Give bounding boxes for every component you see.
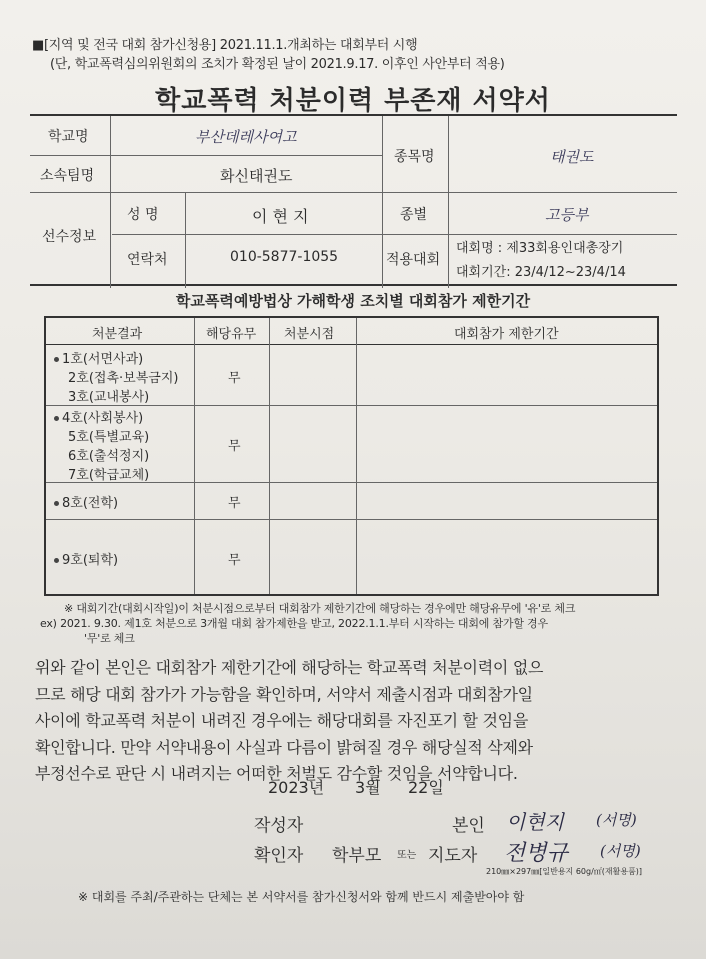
contact-value: 010-5877-1055 — [230, 249, 339, 265]
status-value: 무 — [228, 496, 241, 511]
name-value: 이 현 지 — [252, 207, 309, 226]
school-value: 부산데레사여고 — [195, 128, 297, 146]
list-item: 3호(교내봉사) — [68, 390, 150, 405]
or-label: 또는 — [397, 850, 417, 861]
info-table — [30, 114, 677, 286]
penalty-subtitle: 학교폭력예방법상 가해학생 조치별 대회참가 제한기간 — [175, 292, 531, 310]
penalty-table — [44, 316, 659, 596]
confirmer-label: 확인자 — [254, 846, 304, 866]
footnote-3: '무'로 체크 — [84, 632, 135, 645]
athlete-info-label: 선수정보 — [42, 229, 97, 245]
event-period: 대회기간: 23/4/12~23/4/14 — [456, 265, 626, 280]
self-label: 본인 — [452, 816, 485, 836]
list-item: 1호(서면사과) — [54, 348, 143, 367]
division-label: 종별 — [400, 207, 428, 223]
contact-label: 연락처 — [127, 252, 168, 268]
list-item: 5호(특별교육) — [68, 430, 150, 445]
parent-label: 학부모 — [332, 846, 382, 866]
school-label: 학교명 — [48, 129, 89, 145]
division-value: 고등부 — [545, 206, 589, 224]
pledge-line: 확인합니다. 만약 서약내용이 사실과 다름이 밝혀질 경우 해당실적 삭제와 — [35, 737, 533, 757]
status-value: 무 — [228, 371, 241, 386]
list-item: 4호(사회봉사) — [54, 407, 143, 426]
date-month: 3월 — [355, 778, 381, 797]
pledge-line: 므로 해당 대회 참가가 가능함을 확인하며, 서약서 제출시점과 대회참가일 — [35, 684, 533, 704]
self-name-handwritten: 이현지 — [506, 810, 564, 834]
sport-label: 종목명 — [394, 149, 435, 165]
document-title: 학교폭력 처분이력 부존재 서약서 — [155, 86, 551, 116]
header-result: 처분결과 — [92, 327, 143, 342]
pledge-line: 부정선수로 판단 시 내려지는 어떠한 처벌도 감수할 것임을 서약합니다. — [35, 764, 518, 783]
header-restriction: 대회참가 제한기간 — [454, 327, 559, 342]
sport-value: 태권도 — [550, 148, 594, 166]
date-year: 2023년 — [268, 778, 325, 797]
list-item: 9호(퇴학) — [54, 549, 118, 568]
pledge-line: 사이에 학교폭력 처분이 내려진 경우에는 해당대회를 자진포기 할 것임을 — [35, 711, 528, 730]
event-name: 대회명 : 제33회용인대총장기 — [456, 241, 624, 256]
coach-label: 지도자 — [428, 846, 478, 866]
footnote-1: ※ 대회기간(대회시작일)이 처분시점으로부터 대회참가 제한기간에 해당하는 경우에만 해당유무에 '유'로 체크 — [64, 602, 576, 615]
list-item: 6호(출석정지) — [68, 449, 150, 464]
coach-signature: (서명) — [600, 842, 641, 860]
date-day: 22일 — [408, 778, 444, 797]
footnote-2: ex) 2021. 9.30. 제1호 처분으로 3개월 대회 참가제한을 받고, 2022.1.1.부터 시작하는 대회에 참가할 경우 — [40, 617, 548, 630]
name-label: 성 명 — [127, 207, 159, 223]
list-item: 2호(접촉·보복금지) — [68, 371, 179, 386]
list-item: 8호(전학) — [54, 492, 118, 511]
notice-line-2: (단, 학교폭력심의위원회의 조치가 확정된 날이 2021.9.17. 이후인 사안부터 적용) — [50, 57, 505, 72]
coach-name-handwritten: 전병규 — [504, 841, 568, 866]
paper-spec: 210㎜×297㎜[일반용지 60g/㎡(재활용품)] — [486, 867, 643, 876]
pledge-line: 위와 같이 본인은 대회참가 제한기간에 해당하는 학교폭력 처분이력이 없으 — [35, 658, 544, 677]
list-item: 7호(학급교체) — [68, 468, 150, 483]
bottom-note: ※ 대회를 주최/주관하는 단체는 본 서약서를 참가신청서와 함께 반드시 제출받아야 함 — [78, 890, 525, 904]
status-value: 무 — [228, 439, 241, 454]
writer-label: 작성자 — [254, 816, 304, 836]
team-label: 소속팀명 — [40, 168, 95, 184]
status-value: 무 — [228, 553, 241, 568]
pledge-text — [35, 655, 675, 788]
notice-line-1: ■[지역 및 전국 대회 참가신청용] 2021.11.1.개최하는 대회부터 시행 — [32, 38, 418, 53]
self-signature: (서명) — [596, 811, 637, 829]
team-value: 화신태권도 — [220, 167, 293, 185]
header-applicable: 해당유무 — [206, 327, 257, 342]
event-label: 적용대회 — [386, 252, 441, 268]
header-time: 처분시점 — [284, 327, 335, 342]
